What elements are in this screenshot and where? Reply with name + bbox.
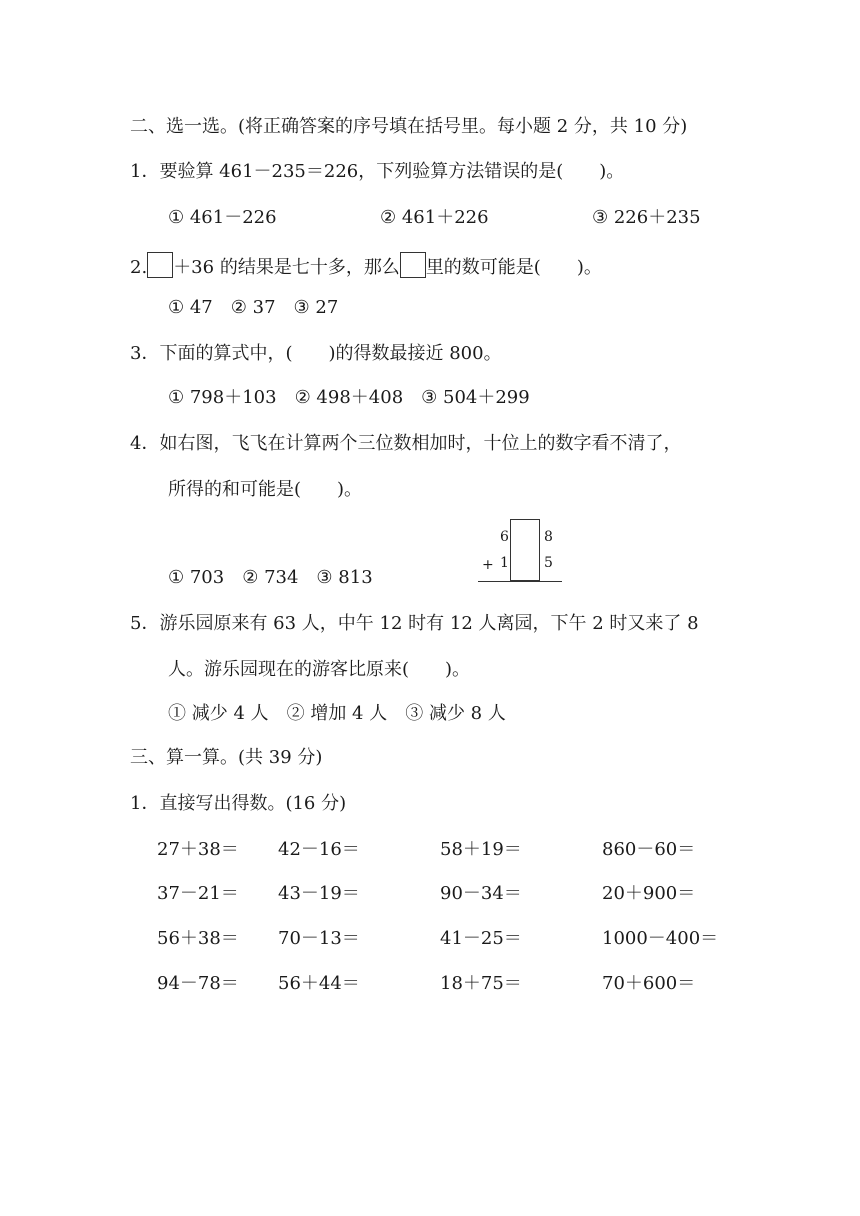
q2-middle-text: ＋36 的结果是七十多，那么	[173, 257, 400, 278]
q1-stem: 1．要验算 461－235＝226，下列验算方法错误的是( )。	[130, 161, 625, 182]
calc-r1-c1: 27＋38＝	[157, 839, 239, 860]
hidden-tens-box	[510, 519, 540, 581]
q4-stem-line2: 所得的和可能是( )。	[168, 479, 363, 500]
calc-r2-c3: 90－34＝	[440, 883, 522, 904]
q1-option-3: ③ 226＋235	[592, 207, 701, 228]
sum-rule	[478, 581, 562, 582]
calc-r3-c1: 56＋38＝	[157, 928, 239, 949]
q1-option-2: ② 461＋226	[380, 207, 489, 228]
figure-plus-sign: +	[482, 557, 494, 573]
calc-r2-c2: 43－19＝	[278, 883, 360, 904]
calc-r1-c3: 58＋19＝	[440, 839, 522, 860]
calc-r4-c2: 56＋44＝	[278, 973, 360, 994]
q4-options: ① 703 ② 734 ③ 813	[168, 567, 373, 588]
calc-r3-c4: 1000－400＝	[602, 928, 719, 949]
q1-option-1: ① 461－226	[168, 207, 277, 228]
calc-r2-c1: 37－21＝	[157, 883, 239, 904]
calc-r3-c3: 41－25＝	[440, 928, 522, 949]
figure-bottom-ones: 5	[544, 555, 553, 571]
figure-top-ones: 8	[544, 529, 553, 545]
calc-r3-c2: 70－13＝	[278, 928, 360, 949]
blank-box-2	[400, 252, 426, 278]
calc-r4-c1: 94－78＝	[157, 973, 239, 994]
section3-sub1: 1．直接写出得数。(16 分)	[130, 793, 347, 814]
q2-number: 2.	[130, 257, 148, 278]
addition-figure	[478, 517, 568, 589]
section3-heading: 三、算一算。(共 39 分)	[130, 747, 323, 768]
q2-stem	[130, 252, 602, 280]
q3-stem: 3．下面的算式中，( )的得数最接近 800。	[130, 343, 502, 364]
section2-heading: 二、选一选。(将正确答案的序号填在括号里。每小题 2 分，共 10 分)	[130, 116, 688, 137]
q5-stem-line2: 人。游乐园现在的游客比原来( )。	[168, 659, 471, 680]
calc-r1-c4: 860－60＝	[602, 839, 696, 860]
figure-bottom-hundreds: 1	[500, 555, 509, 571]
q5-options: ① 减少 4 人 ② 增加 4 人 ③ 减少 8 人	[168, 703, 506, 724]
q2-tail-text: 里的数可能是( )。	[425, 257, 602, 278]
q5-stem-line1: 5．游乐园原来有 63 人，中午 12 时有 12 人离园，下午 2 时又来了 8	[130, 613, 699, 634]
blank-box-1	[147, 252, 173, 278]
figure-top-hundreds: 6	[500, 529, 509, 545]
q4-stem-line1: 4．如右图，飞飞在计算两个三位数相加时，十位上的数字看不清了，	[130, 433, 682, 454]
calc-r4-c4: 70＋600＝	[602, 973, 696, 994]
calc-r1-c2: 42－16＝	[278, 839, 360, 860]
q2-options: ① 47 ② 37 ③ 27	[168, 297, 339, 318]
calc-r4-c3: 18＋75＝	[440, 973, 522, 994]
q3-options: ① 798＋103 ② 498＋408 ③ 504＋299	[168, 387, 530, 408]
calc-r2-c4: 20＋900＝	[602, 883, 696, 904]
